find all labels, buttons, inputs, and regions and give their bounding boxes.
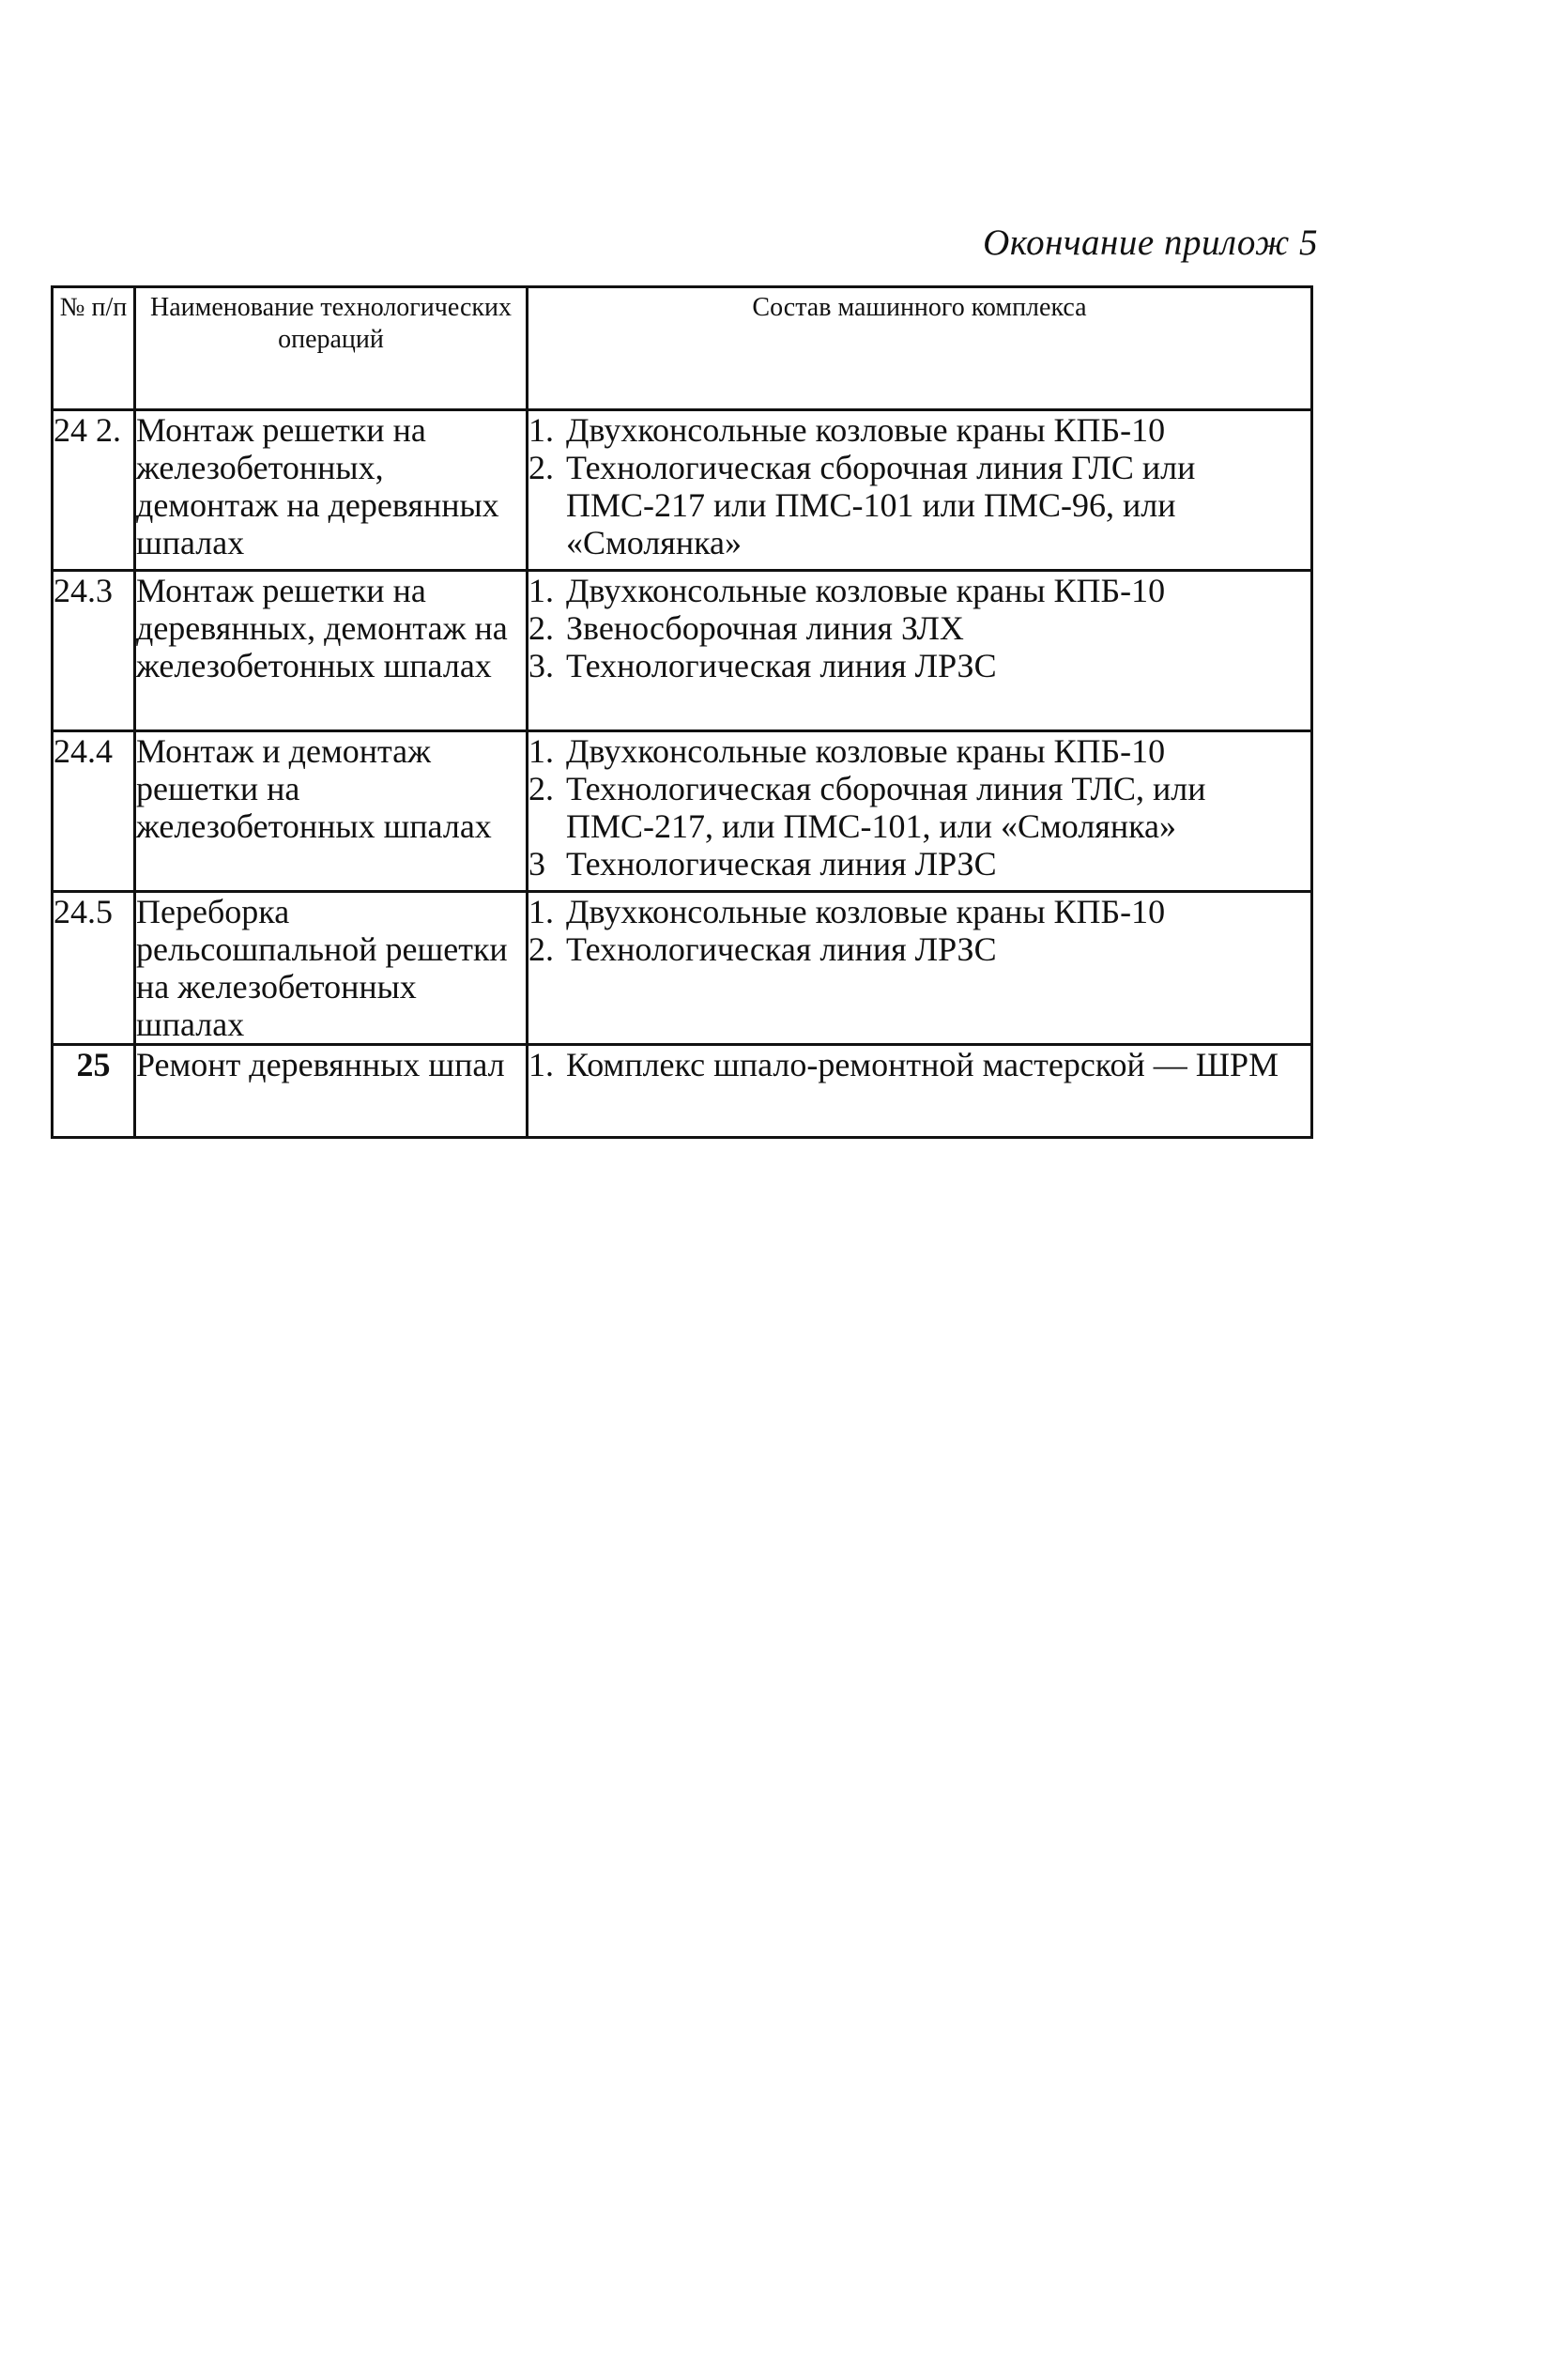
machine-item xyxy=(528,449,1310,561)
machine-item xyxy=(528,609,1310,647)
table-row xyxy=(53,1045,1312,1138)
table-row xyxy=(53,731,1312,892)
machine-item-text: Двухконсольные козловые краны КПБ-10 xyxy=(566,732,1166,770)
operations-table xyxy=(51,285,1313,1139)
machine-item-number: 1. xyxy=(528,732,554,770)
header-machine-set xyxy=(528,287,1312,410)
row-number: 24.3 xyxy=(53,571,135,731)
machine-item xyxy=(528,572,1310,609)
operation-name: Монтаж решетки на железобетонных, демонтаж на деревянных шпалах xyxy=(135,410,528,571)
machine-item-text: Двухконсольные козловые краны КПБ-10 xyxy=(566,572,1166,609)
machine-item-number: 3. xyxy=(528,647,554,684)
machine-item-text: Технологическая сборочная линия ГЛС или ПМС-217 или ПМС-101 или ПМС-96, или «Смолянка» xyxy=(566,449,1196,561)
machine-item-text: Комплекс шпало-ремонтной мастерской — ШРМ xyxy=(566,1046,1279,1083)
table-row xyxy=(53,571,1312,731)
machine-item xyxy=(528,770,1310,845)
header-operation-name xyxy=(135,287,528,410)
machine-item xyxy=(528,1046,1310,1083)
table-row xyxy=(53,410,1312,571)
header-number xyxy=(53,287,135,410)
operation-name: Монтаж и демонтаж решетки на железобетонных шпалах xyxy=(135,731,528,892)
machine-list xyxy=(528,892,1312,1045)
machine-item xyxy=(528,845,1310,883)
machine-item-number: 2. xyxy=(528,930,554,968)
machine-list xyxy=(528,1045,1312,1138)
machine-item-number: 2. xyxy=(528,609,554,647)
machine-item-text: Двухконсольные козловые краны КПБ-10 xyxy=(566,411,1166,449)
machine-item-number: 1. xyxy=(528,572,554,609)
machine-item xyxy=(528,893,1310,930)
machine-list xyxy=(528,731,1312,892)
machine-item-text: Технологическая линия ЛРЗС xyxy=(566,845,997,883)
machine-item-number: 2. xyxy=(528,770,554,807)
row-number: 24.5 xyxy=(53,892,135,1045)
operation-name: Переборка рельсошпальной решетки на железобетонных шпалах xyxy=(135,892,528,1045)
row-number: 24 2. xyxy=(53,410,135,571)
machine-item-number: 1. xyxy=(528,411,554,449)
operation-name: Монтаж решетки на деревянных, демонтаж на железобетонных шпалах xyxy=(135,571,528,731)
machine-item-text: Технологическая линия ЛРЗС xyxy=(566,647,997,684)
header-number-label: № п/п xyxy=(59,293,128,322)
machine-item xyxy=(528,732,1310,770)
table-header-row xyxy=(53,287,1312,410)
machine-item-number: 2. xyxy=(528,449,554,486)
machine-item xyxy=(528,647,1310,684)
header-operation-name-label: Наименование технологических операций xyxy=(149,293,512,354)
machine-item-text: Двухконсольные козловые краны КПБ-10 xyxy=(566,893,1166,930)
machine-item-text: Технологическая сборочная линия ТЛС, или ПМС-217, или ПМС-101, или «Смолянка» xyxy=(566,770,1206,845)
machine-item-number: 1. xyxy=(528,893,554,930)
machine-item-text: Технологическая линия ЛРЗС xyxy=(566,930,997,968)
operation-name: Ремонт деревянных шпал xyxy=(135,1045,528,1138)
machine-list xyxy=(528,410,1312,571)
row-number: 24.4 xyxy=(53,731,135,892)
header-machine-set-label: Состав машинного комплекса xyxy=(752,293,1087,322)
row-number: 25 xyxy=(53,1045,135,1138)
appendix-caption: Окончание прилож 5 xyxy=(983,223,1318,263)
machine-item xyxy=(528,930,1310,968)
machine-item-number: 3 xyxy=(528,845,545,883)
table-row xyxy=(53,892,1312,1045)
machine-list xyxy=(528,571,1312,731)
machine-item-number: 1. xyxy=(528,1046,554,1083)
machine-item xyxy=(528,411,1310,449)
machine-item-text: Звеносборочная линия ЗЛХ xyxy=(566,609,964,647)
